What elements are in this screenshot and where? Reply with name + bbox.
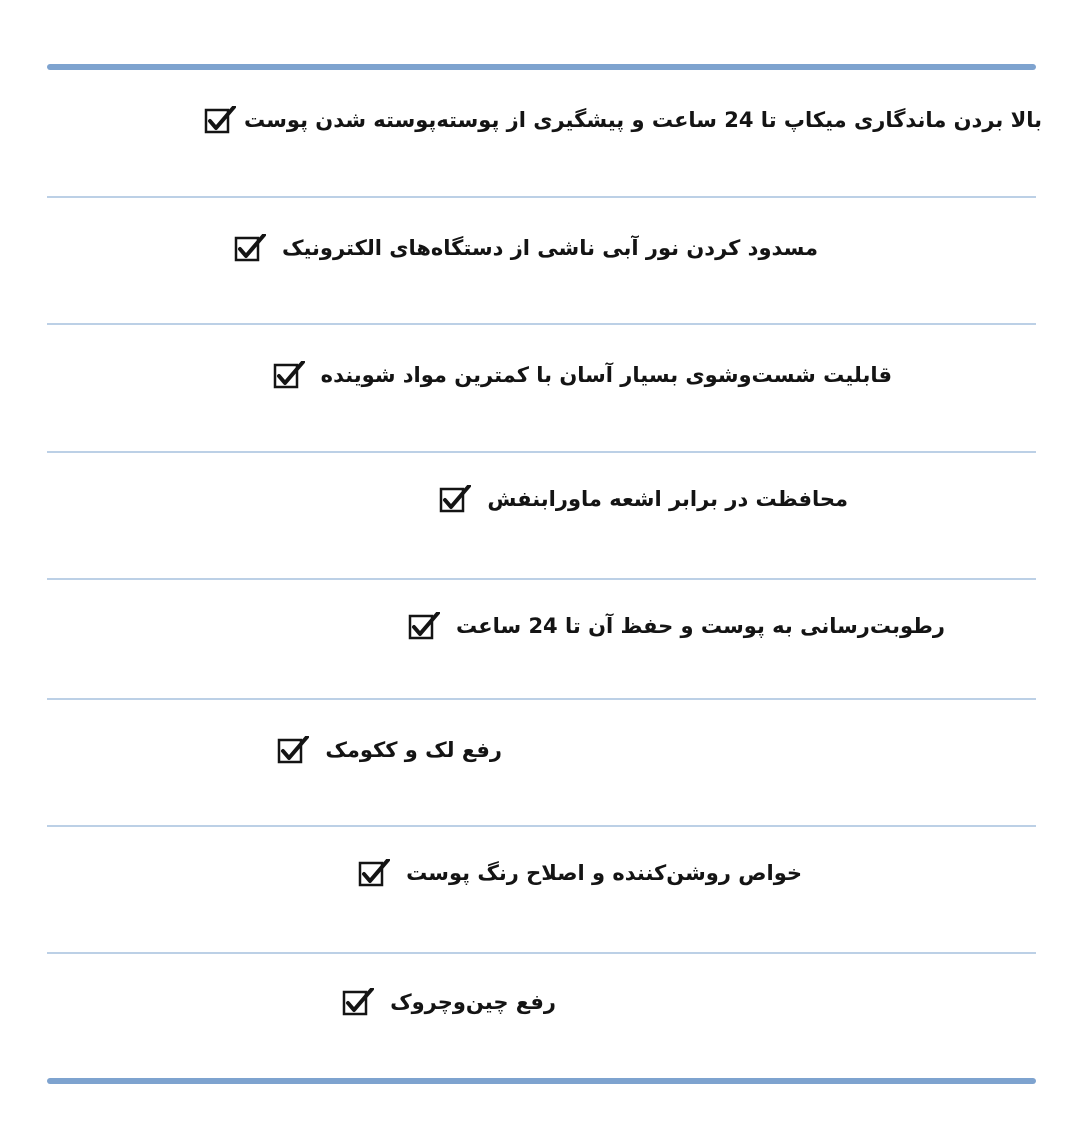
checkbox-checked-icon — [342, 988, 374, 1016]
row-divider — [47, 578, 1036, 580]
checkbox-checked-icon — [204, 106, 236, 134]
feature-item-8 — [342, 988, 556, 1016]
feature-item-3 — [273, 361, 892, 389]
checkbox-checked-icon — [439, 485, 471, 513]
feature-item-5 — [408, 612, 945, 640]
feature-text: خواص روشن‌کننده و اصلاح رنگ پوست — [406, 861, 802, 885]
checkbox-checked-icon — [358, 859, 390, 887]
checkbox-checked-icon — [273, 361, 305, 389]
row-divider — [47, 698, 1036, 700]
feature-text: رطوبت‌رسانی به پوست و حفظ آن تا 24 ساعت — [456, 614, 945, 638]
checkbox-checked-icon — [408, 612, 440, 640]
checkbox-checked-icon — [277, 736, 309, 764]
feature-text: مسدود کردن نور آبی ناشی از دستگاه‌های الکترونیک — [281, 236, 818, 260]
row-divider — [47, 451, 1036, 453]
feature-text: محافظت در برابر اشعه ماورابنفش — [487, 487, 848, 511]
feature-item-1 — [204, 106, 1042, 134]
feature-text: رفع لک و ککومک — [325, 738, 502, 762]
feature-item-6 — [277, 736, 502, 764]
checkbox-checked-icon — [234, 234, 266, 262]
top-divider — [47, 64, 1036, 70]
feature-text: بالا بردن ماندگاری میکاپ تا 24 ساعت و پیشگیری از پوسته‌پوسته شدن پوست — [244, 108, 1042, 132]
row-divider — [47, 196, 1036, 198]
bottom-divider — [47, 1078, 1036, 1084]
row-divider — [47, 323, 1036, 325]
feature-text: قابلیت شست‌وشوی بسیار آسان با کمترین مواد شوینده — [320, 363, 892, 387]
feature-item-7 — [358, 859, 802, 887]
row-divider — [47, 825, 1036, 827]
feature-item-4 — [439, 485, 848, 513]
feature-text: رفع چین‌وچروک — [390, 990, 556, 1014]
feature-item-2 — [234, 234, 818, 262]
row-divider — [47, 952, 1036, 954]
